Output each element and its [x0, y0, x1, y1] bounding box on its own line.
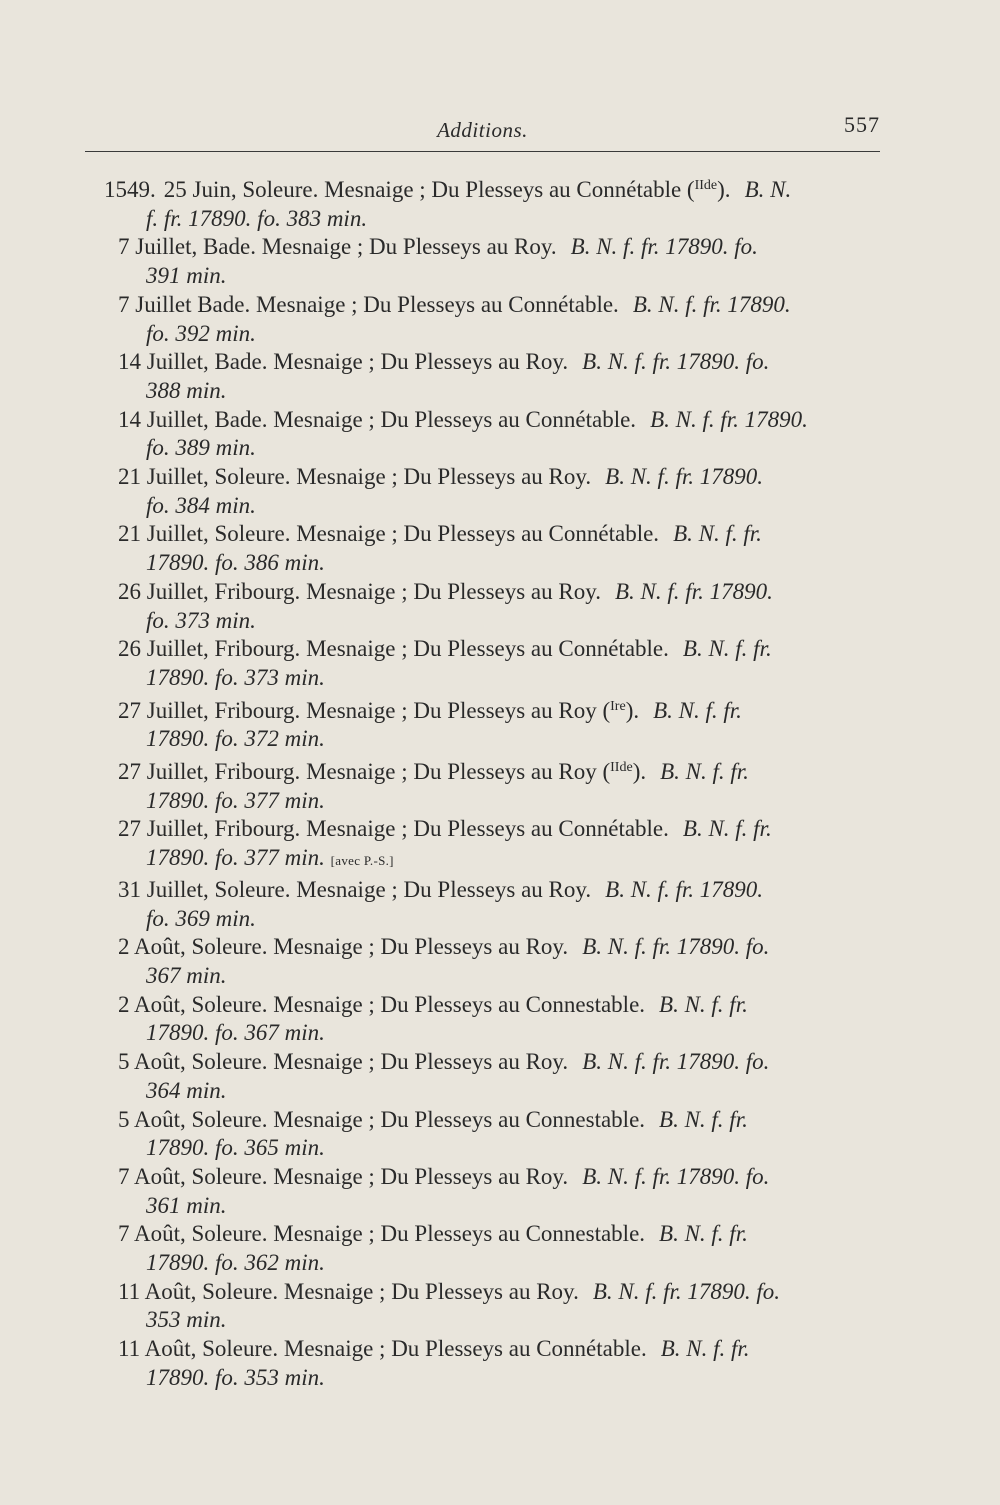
entry-date: 2 Août, Soleure. [118, 934, 268, 960]
entry-line-1 [104, 1335, 894, 1364]
entry-reference: B. N. f. fr. 17890. [632, 291, 791, 317]
list-item [104, 348, 894, 405]
entry-reference-cont: 17890. fo. 377 min. [146, 845, 325, 871]
entry-text: Mesnaige ; Du Plesseys au Connétable. [255, 291, 619, 317]
running-head [85, 108, 880, 148]
entry-text: Mesnaige ; Du Plesseys au Roy. [306, 578, 601, 604]
entry-reference: B. N. f. fr. [660, 1336, 750, 1362]
entry-reference-cont: f. fr. 17890. fo. 383 min. [146, 205, 368, 231]
entry-text: Mesnaige ; Du Plesseys au Connétable. [306, 636, 669, 662]
entry-reference-cont: 391 min. [146, 263, 227, 289]
entry-date: 7 Août, Soleure. [118, 1221, 268, 1247]
entry-line-2 [104, 320, 894, 349]
entry-line-1 [104, 463, 894, 492]
entry-year: 1549. [104, 177, 156, 202]
entry-text: Mesnaige ; Du Plesseys au Roy. [296, 876, 592, 902]
entry-reference: B. N. f. fr. 17890. [650, 406, 808, 432]
entry-text: Mesnaige ; Du Plesseys au Roy ( [306, 759, 611, 785]
entry-text: Mesnaige ; Du Plesseys au Connestable. [273, 991, 646, 1017]
entry-date: 11 Août, Soleure. [118, 1336, 279, 1362]
entry-date: 14 Juillet, Bade. [118, 349, 268, 375]
entry-text: Mesnaige ; Du Plesseys au Roy. [273, 1049, 569, 1075]
header-rule [85, 151, 880, 152]
list-item [104, 233, 894, 290]
entry-line-1 [104, 291, 894, 320]
entry-line-1 [104, 754, 894, 787]
entry-text: Mesnaige ; Du Plesseys au Connétable. [306, 816, 669, 842]
entry-text-after: ). [717, 177, 731, 202]
list-item [104, 1163, 894, 1220]
entry-reference: B. N. f. fr. 17890. [605, 876, 763, 902]
entry-reference: B. N. f. fr. [659, 991, 748, 1017]
entry-date: 26 Juillet, Fribourg. [118, 636, 301, 662]
entry-reference: B. N. f. fr. 17890. fo. [582, 934, 770, 960]
entry-reference: B. N. f. fr. [660, 759, 749, 785]
entry-text-after: ). [632, 759, 647, 785]
entry-reference-cont: fo. 373 min. [146, 607, 256, 633]
entry-line-2 [104, 1134, 894, 1163]
entry-line-1 [104, 172, 894, 205]
list-item [104, 1220, 894, 1277]
entry-line-2 [104, 844, 894, 876]
list-item [104, 406, 894, 463]
entry-note: [avec P.-S.] [330, 853, 394, 869]
entry-line-1 [104, 876, 894, 905]
entry-reference: B. N. f. fr. 17890. [605, 464, 763, 490]
entry-text-after: ). [625, 697, 640, 723]
entry-text: Mesnaige ; Du Plesseys au Connétable. [296, 521, 660, 547]
list-item [104, 1048, 894, 1105]
entry-reference-cont: fo. 389 min. [146, 435, 256, 461]
entry-line-1 [104, 233, 894, 262]
entry-line-2 [104, 962, 894, 991]
entry-line-1 [104, 1163, 894, 1192]
entry-reference-cont: fo. 384 min. [146, 492, 256, 518]
entry-reference-cont: 367 min. [146, 962, 227, 988]
entry-line-1 [104, 1220, 894, 1249]
entry-text: Mesnaige ; Du Plesseys au Roy. [261, 234, 557, 260]
entry-text: Mesnaige ; Du Plesseys au Connétable. [283, 1336, 647, 1362]
list-item [104, 815, 894, 875]
entry-reference: B. N. f. fr. [673, 521, 762, 547]
entry-reference-cont: 17890. fo. 377 min. [146, 787, 325, 813]
entry-line-1 [104, 693, 894, 726]
entry-line-2 [104, 1306, 894, 1335]
entry-line-2 [104, 1249, 894, 1278]
entry-reference-cont: fo. 392 min. [146, 320, 256, 346]
list-item [104, 291, 894, 348]
entry-reference-cont: 17890. fo. 386 min. [146, 550, 325, 576]
entry-reference: B. N. f. fr. 17890. fo. [582, 1049, 770, 1075]
entry-line-1 [104, 578, 894, 607]
list-item [104, 1335, 894, 1392]
entry-reference: B. N. f. fr. [659, 1221, 748, 1247]
list-item [104, 876, 894, 933]
entry-reference: B. N. f. fr. 17890. fo. [570, 234, 758, 260]
entry-reference: B. N. f. fr. 17890. fo. [592, 1278, 781, 1304]
entry-line-1 [104, 1106, 894, 1135]
entry-line-1 [104, 991, 894, 1020]
entry-line-1 [104, 815, 894, 844]
entry-reference: B. N. f. fr. 17890. fo. [582, 1163, 770, 1189]
entry-text: Mesnaige ; Du Plesseys au Connestable. [273, 1106, 646, 1132]
entry-date: 27 Juillet, Fribourg. [118, 816, 301, 842]
entry-date: 2 Août, Soleure. [118, 991, 268, 1017]
letter-entries-list [104, 172, 894, 1393]
entry-line-2 [104, 1019, 894, 1048]
entry-reference: B. N. [744, 177, 792, 202]
entry-reference: B. N. f. fr. [653, 697, 742, 723]
entry-line-2 [104, 664, 894, 693]
entry-line-2 [104, 1192, 894, 1221]
list-item [104, 693, 894, 754]
entry-reference: B. N. f. fr. [682, 636, 772, 662]
entry-reference-cont: 17890. fo. 353 min. [146, 1364, 325, 1390]
entry-text: Mesnaige ; Du Plesseys au Connétable ( [324, 177, 695, 202]
entry-line-1 [104, 1278, 894, 1307]
entry-line-2 [104, 905, 894, 934]
entry-reference-cont: 17890. fo. 372 min. [146, 726, 325, 752]
entry-text: Mesnaige ; Du Plesseys au Roy. [273, 1163, 569, 1189]
entry-text: Mesnaige ; Du Plesseys au Roy. [273, 934, 569, 960]
entry-superscript: Ire [610, 698, 626, 714]
entry-line-1 [104, 520, 894, 549]
list-item [104, 635, 894, 692]
entry-date: 31 Juillet, Soleure. [118, 876, 291, 902]
entry-superscript: IIde [694, 178, 718, 193]
entry-date: 7 Juillet, Bade. [118, 234, 256, 260]
list-item [104, 463, 894, 520]
entry-date: 21 Juillet, Soleure. [118, 521, 291, 547]
entry-line-2 [104, 377, 894, 406]
entry-line-2 [104, 725, 894, 754]
entry-reference-cont: 388 min. [146, 377, 227, 403]
list-item [104, 933, 894, 990]
list-item [104, 991, 894, 1048]
entry-reference-cont: 364 min. [146, 1077, 227, 1103]
entry-text: Mesnaige ; Du Plesseys au Roy ( [306, 697, 611, 723]
entry-reference-cont: 17890. fo. 362 min. [146, 1250, 325, 1276]
entry-date: 11 Août, Soleure. [118, 1278, 279, 1304]
entry-reference-cont: 361 min. [146, 1192, 227, 1218]
list-item [104, 754, 894, 815]
entry-line-2 [104, 434, 894, 463]
entry-reference-cont: 17890. fo. 365 min. [146, 1135, 325, 1161]
entry-line-1 [104, 406, 894, 435]
entry-text: Mesnaige ; Du Plesseys au Roy. [273, 349, 569, 375]
entry-reference: B. N. f. fr. 17890. fo. [582, 349, 770, 375]
entry-date: 7 Juillet Bade. [118, 291, 251, 317]
entry-reference: B. N. f. fr. [682, 816, 772, 842]
entry-line-2 [104, 262, 894, 291]
running-title: Additions. [437, 118, 528, 142]
list-item [104, 578, 894, 635]
entry-date: 21 Juillet, Soleure. [118, 464, 291, 490]
entry-reference-cont: 17890. fo. 373 min. [146, 664, 325, 690]
entry-line-2 [104, 787, 894, 816]
entry-line-2 [104, 549, 894, 578]
entry-line-2 [104, 607, 894, 636]
entry-line-2 [104, 205, 894, 234]
entry-superscript: IIde [610, 760, 633, 776]
entry-date: 25 Juin, Soleure. [163, 177, 319, 202]
list-item [104, 1278, 894, 1335]
entry-date: 5 Août, Soleure. [118, 1106, 268, 1132]
entry-line-1 [104, 348, 894, 377]
entry-reference-cont: fo. 369 min. [146, 905, 256, 931]
entry-line-2 [104, 1364, 894, 1393]
entry-date: 5 Août, Soleure. [118, 1049, 268, 1075]
entry-date: 27 Juillet, Fribourg. [118, 697, 301, 723]
list-item [104, 172, 894, 233]
entry-text: Mesnaige ; Du Plesseys au Roy. [283, 1278, 579, 1304]
entry-reference: B. N. f. fr. [659, 1106, 748, 1132]
entry-line-1 [104, 1048, 894, 1077]
entry-reference-cont: 17890. fo. 367 min. [146, 1020, 325, 1046]
entry-date: 14 Juillet, Bade. [118, 406, 268, 432]
page-number: 557 [844, 112, 880, 137]
list-item [104, 520, 894, 577]
list-item [104, 1106, 894, 1163]
entry-line-2 [104, 1077, 894, 1106]
entry-date: 7 Août, Soleure. [118, 1163, 268, 1189]
entry-text: Mesnaige ; Du Plesseys au Connestable. [273, 1221, 646, 1247]
entry-line-1 [104, 933, 894, 962]
entry-date: 27 Juillet, Fribourg. [118, 759, 301, 785]
entry-text: Mesnaige ; Du Plesseys au Connétable. [273, 406, 637, 432]
entry-reference: B. N. f. fr. 17890. [615, 578, 773, 604]
entry-line-1 [104, 635, 894, 664]
entry-reference-cont: 353 min. [146, 1307, 227, 1333]
entry-line-2 [104, 492, 894, 521]
entry-date: 26 Juillet, Fribourg. [118, 578, 301, 604]
entry-text: Mesnaige ; Du Plesseys au Roy. [296, 464, 592, 490]
